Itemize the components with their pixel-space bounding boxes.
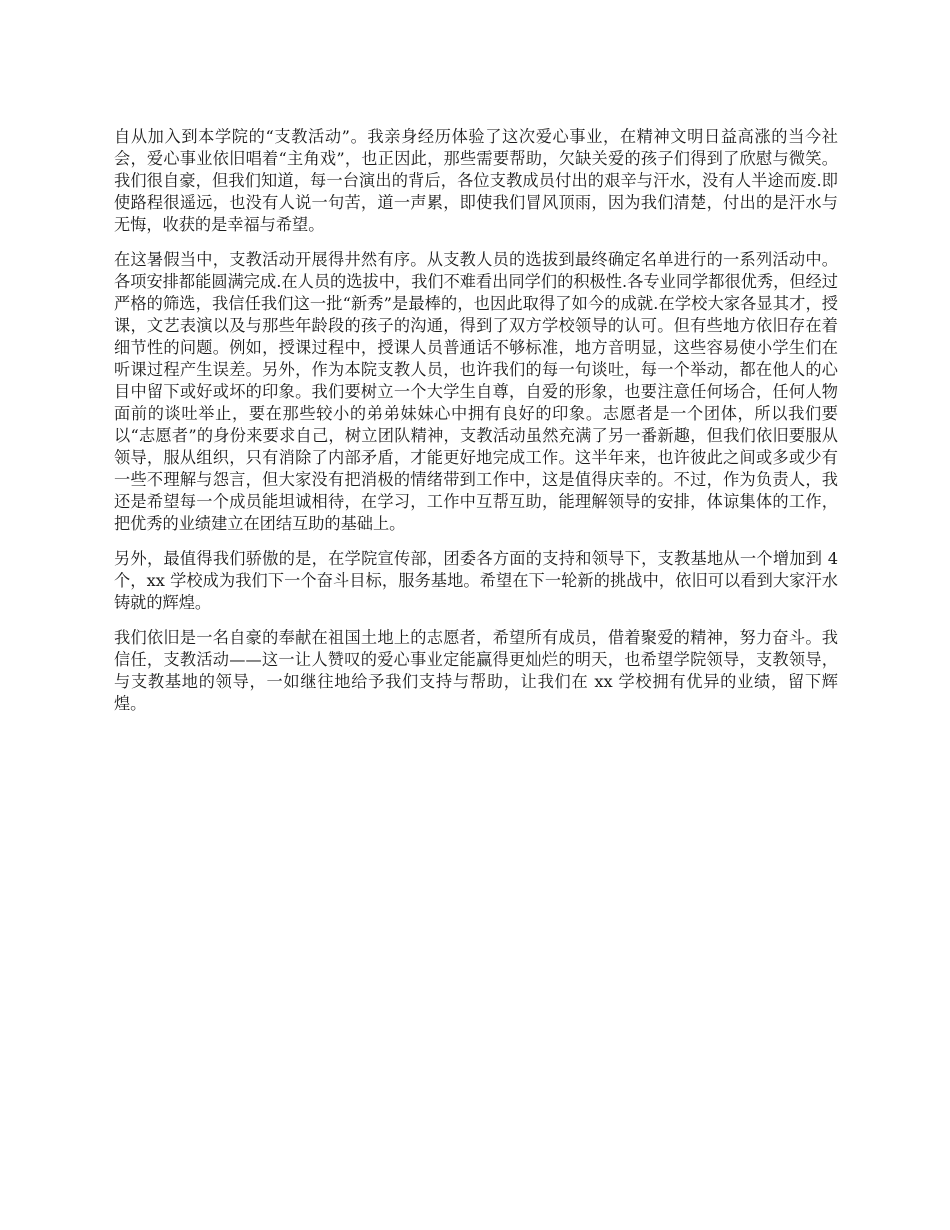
document-body [114, 126, 838, 728]
paragraph-2: 在这暑假当中，支教活动开展得井然有序。从支教人员的选拔到最终确定名单进行的一系列活动中。各项安排都能圆满完成.在人员的选拔中，我们不难看出同学们的积极性.各专业同学都很优秀，但经过严格的筛选，我信任我们这一批“新秀”是最棒的，也因此取得了如今的成就.在学校大家各显其才，授课，文艺表演以及与那些年龄段的孩子的沟通，得到了双方学校领导的认可。但有些地方依旧存在着细节性的问题。例如，授课过程中，授课人员普通话不够标准，地方音明显，这些容易使小学生们在听课过程产生误差。另外，作为本院支教人员，也许我们的每一句谈吐，每一个举动，都在他人的心目中留下或好或坏的印象。我们要树立一个大学生自尊，自爱的形象，也要注意任何场合，任何人物面前的谈吐举止，要在那些较小的弟弟妹妹心中拥有良好的印象。志愿者是一个团体，所以我们要以“志愿者”的身份来要求自己，树立团队精神，支教活动虽然充满了另一番新趣，但我们依旧要服从领导，服从组织，只有消除了内部矛盾，才能更好地完成工作。这半年来，也许彼此之间或多或少有一些不理解与怨言，但大家没有把消极的情绪带到工作中，这是值得庆幸的。不过，作为负责人，我还是希望每一个成员能坦诚相待，在学习，工作中互帮互助，能理解领导的安排，体谅集体的工作，把优秀的业绩建立在团结互助的基础上。 [114, 250, 838, 533]
paragraph-1: 自从加入到本学院的“支教活动”。我亲身经历体验了这次爱心事业，在精神文明日益高涨的当今社会，爱心事业依旧唱着“主角戏”，也正因此，那些需要帮助，欠缺关爱的孩子们得到了欣慰与微笑。我们很自豪，但我们知道，每一台演出的背后，各位支教成员付出的艰辛与汗水，没有人半途而废.即使路程很遥远，也没有人说一句苦，道一声累，即使我们冒风顶雨，因为我们清楚，付出的是汗水与无悔，收获的是幸福与希望。 [114, 127, 838, 234]
paragraph-4: 我们依旧是一名自豪的奉献在祖国土地上的志愿者，希望所有成员，借着聚爱的精神，努力奋斗。我信任，支教活动——这一让人赞叹的爱心事业定能赢得更灿烂的明天，也希望学院领导，支教领导，与支教基地的领导，一如继往地给予我们支持与帮助，让我们在 xx 学校拥有优异的业绩，留下辉煌。 [114, 628, 838, 713]
paragraph-3: 另外，最值得我们骄傲的是，在学院宣传部，团委各方面的支持和领导下，支教基地从一个增加到 4 个，xx 学校成为我们下一个奋斗目标，服务基地。希望在下一轮新的挑战中，依旧可以看到大家汗水铸就的辉煌。 [114, 549, 838, 612]
